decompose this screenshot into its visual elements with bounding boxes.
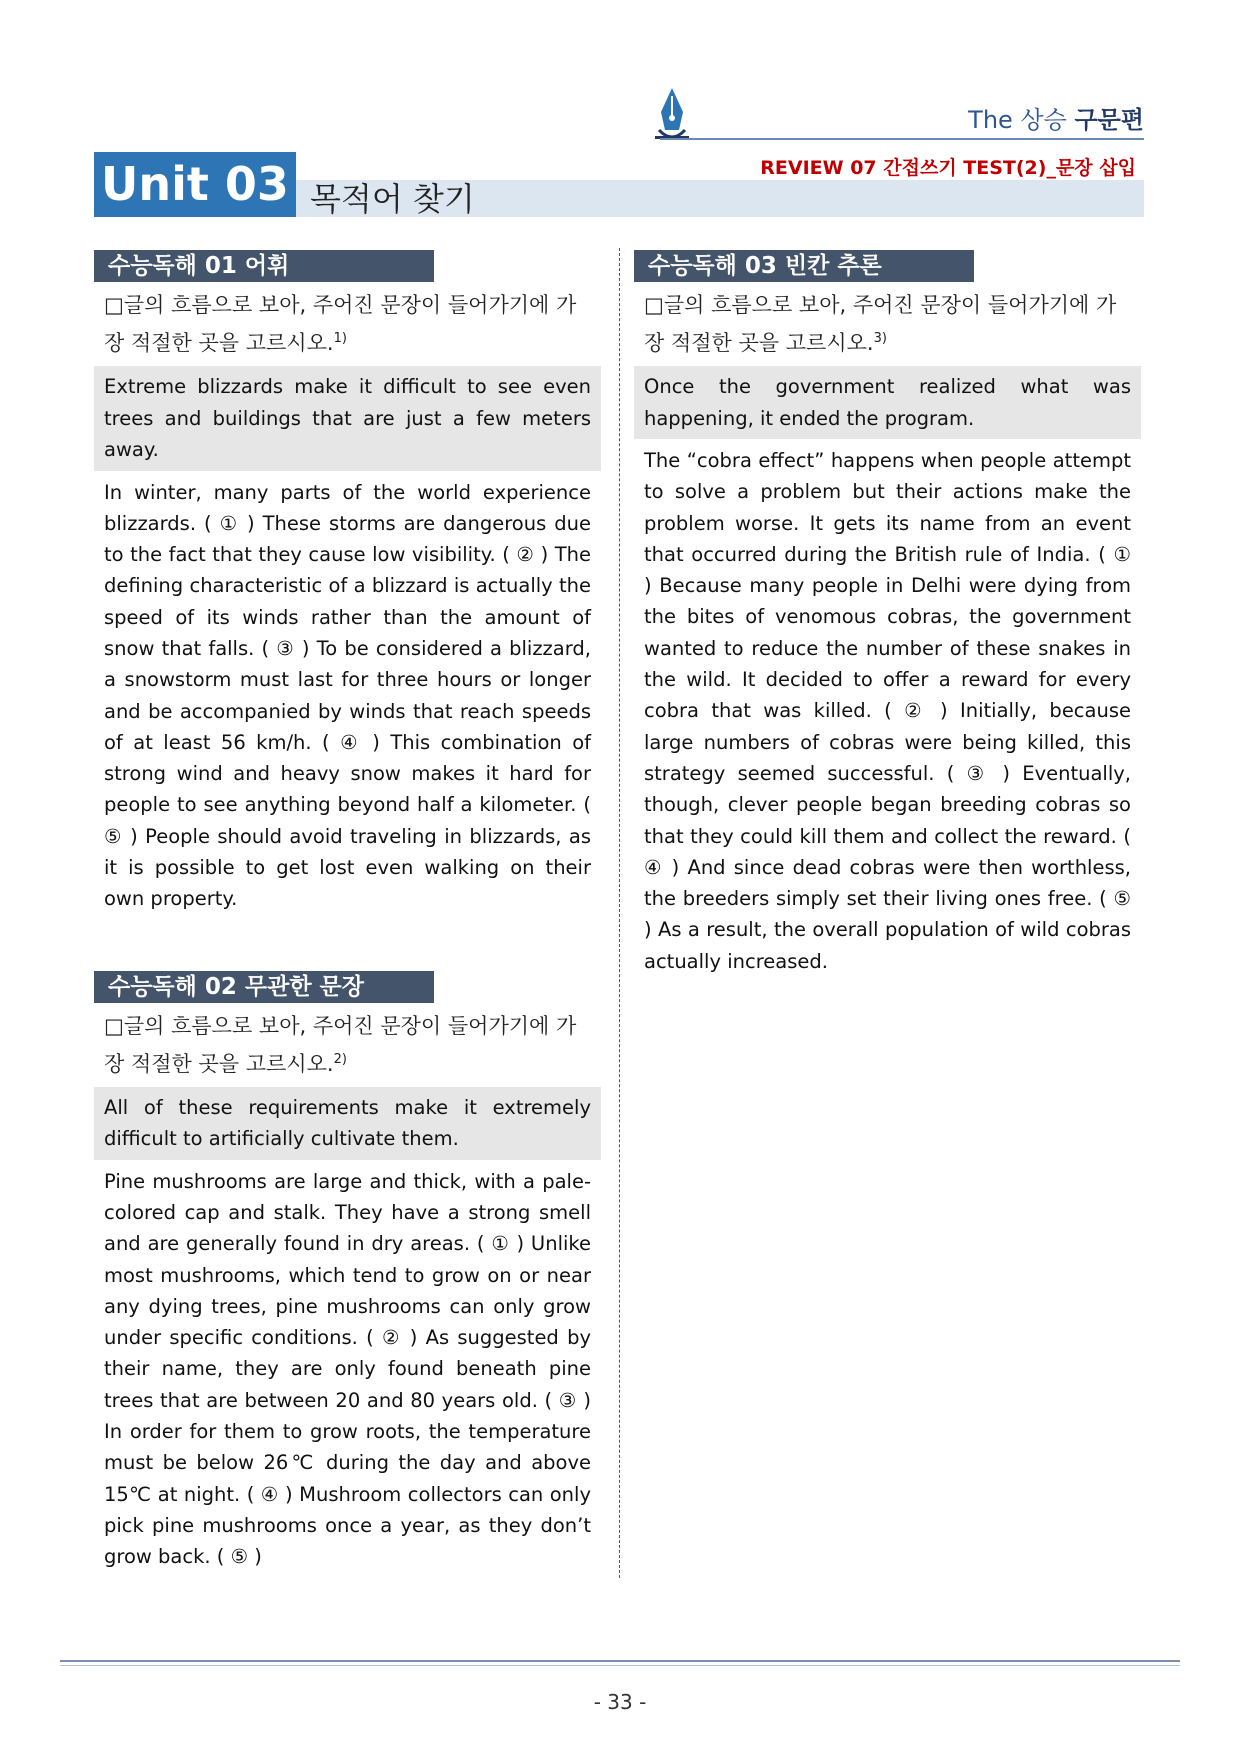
instruction (634, 289, 1141, 360)
instruction-text: □글의 흐름으로 보아, 주어진 문장이 들어가기에 가장 적절한 곳을 고르시오. (644, 293, 1117, 355)
brand-title (968, 100, 1144, 135)
reading-section-03 (634, 250, 1141, 977)
given-sentence: Once the government realized what was happening, it ended the program. (634, 366, 1141, 439)
fountain-pen-nib-icon (655, 86, 689, 142)
brand-prefix: The 상승 (968, 106, 1067, 134)
footer-rule-thin (60, 1665, 1180, 1666)
passage: Pine mushrooms are large and thick, with a pale-colored cap and stalk. They have a strong smell and are generally found in dry areas. ( ① ) Unlike most mushrooms, which tend to grow on or near any dying trees, pine mushrooms can only grow under specific conditions. ( ② ) As suggested by their name, they are only found beneath pine trees that are between 20 and 80 years old. ( ③ ) In order for them to grow roots, the temperature must be below 26℃ during the day and above 15℃ at night. ( ④ ) Mushroom collectors can only pick pine mushrooms once a year, as they don’t grow back. ( ⑤ ) (104, 1169, 591, 1569)
given-sentence: All of these requirements make it extremely difficult to artificially cultivate them. (94, 1087, 601, 1160)
instruction-text: □글의 흐름으로 보아, 주어진 문장이 들어가기에 가장 적절한 곳을 고르시오. (104, 293, 577, 355)
instruction (94, 289, 601, 360)
header-rule (660, 138, 1144, 140)
section-label: 수능독해 03 빈칸 추론 (634, 250, 974, 282)
given-sentence: Extreme blizzards make it difficult to see even trees and buildings that are just a few meters away. (94, 366, 601, 471)
passage: In winter, many parts of the world experience blizzards. ( ① ) These storms are dangerous due to the fact that they cause low visibility. ( ② ) The defining characteristic of a blizzard is actually the speed of its winds rather than the amount of snow that falls. ( ③ ) To be considered a blizzard, a snowstorm must last for three hours or longer and be accompanied by winds that reach speeds of at least 56 km/h. ( ④ ) This combination of strong wind and heavy snow makes it hard for people to see anything beyond half a kilometer. ( ⑤ ) People should avoid traveling in blizzards, as it is possible to get lost even walking on their own property. (104, 480, 591, 911)
section-label: 수능독해 01 어휘 (94, 250, 434, 282)
passage: The “cobra effect” happens when people attempt to solve a problem but their actions make the problem worse. It gets its name from an event that occurred during the British rule of India. ( ① ) Because many people in Delhi were dying from the bites of venomous cobras, the government wanted to reduce the number of these snakes in the wild. It decided to offer a reward for every cobra that was killed. ( ② ) Initially, because large numbers of cobras were being killed, this strategy seemed successful. ( ③ ) Eventually, though, clever people began breeding cobras so that they could kill them and collect the reward. ( ④ ) And since dead cobras were then worthless, the breeders simply set their living ones free. ( ⑤ ) As a result, the overall population of wild cobras actually increased. (644, 449, 1131, 973)
left-column (94, 250, 601, 1573)
unit-subtitle: 목적어 찾기 (310, 180, 475, 218)
reading-section-02 (94, 971, 601, 1573)
unit-badge: Unit 03 (94, 152, 296, 217)
instruction (94, 1010, 601, 1081)
column-divider (619, 248, 620, 1578)
right-column (634, 250, 1141, 977)
section-label: 수능독해 02 무관한 문장 (94, 971, 434, 1003)
page-number: - 33 - (593, 1690, 647, 1714)
footnote-mark: 2) (333, 1051, 347, 1067)
reading-section-01 (94, 250, 601, 915)
instruction-text: □글의 흐름으로 보아, 주어진 문장이 들어가기에 가장 적절한 곳을 고르시오. (104, 1013, 577, 1076)
footer-rule (60, 1660, 1180, 1662)
brand-bold: 구문편 (1074, 106, 1144, 134)
footnote-mark: 3) (873, 331, 887, 346)
footnote-mark: 1) (333, 331, 347, 346)
review-title: REVIEW 07 간접쓰기 TEST(2)_문장 삽입 (760, 157, 1136, 179)
